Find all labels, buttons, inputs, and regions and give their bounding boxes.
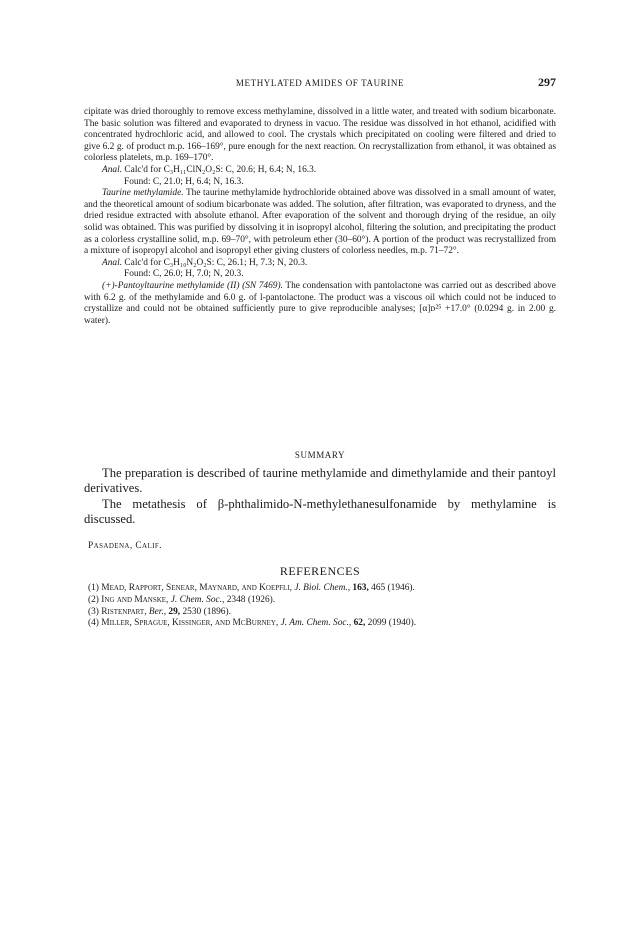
experimental-text (84, 107, 556, 327)
anal-label: Anal. (102, 257, 123, 268)
references-list (88, 583, 558, 630)
summary-paragraph-1: The preparation is described of taurine methylamide and dimethylamide and their pantoyl derivatives. (84, 466, 556, 496)
summary-text (84, 466, 556, 528)
reference-item: (3) Ristenpart, Ber., 29, 2530 (1896). (88, 606, 231, 617)
reference-item: (4) Miller, Sprague, Kissinger, and McBurney, J. Am. Chem. Soc., 62, 2099 (1940). (88, 618, 417, 629)
anal-label: Anal. (102, 164, 123, 175)
reference-item: (2) Ing and Manske, J. Chem. Soc., 2348 (1926). (88, 594, 276, 605)
reference-item: (1) Mead, Rapport, Senear, Maynard, and Koepfli, J. Biol. Chem., 163, 465 (1946). (88, 583, 415, 593)
section-text: The taurine methylamide hydrochloride obtained above was dissolved in a small amount of water, and the theoretical amount of sodium bicarbonate was added. The solution, after filtration, was evaporated to dryness, and the dried residue extracted with absolute ethanol. After evaporation of the solvent and thorough drying of the residue, an oily solid was obtained. This was purified by dissolving it in isopropyl alcohol, filtering the solution, and precipitating the product as a colorless crystalline solid, m.p. 69–70°, with petroleum ether (30–60°). A portion of the product was recrystallized from a mixture of isopropyl alcohol and isopropyl ether giving clusters of colorless needles, m.p. 71–72°. (84, 188, 556, 257)
references-heading: REFERENCES (279, 564, 361, 578)
analysis-found-1: Found: C, 21.0; H, 6.4; N, 16.3. (124, 176, 244, 187)
calcd-value: Calc'd for C₃H₁₀N₂O₂S: C, 26.1; H, 7.3; N, 20.3. (124, 257, 308, 268)
summary-paragraph-2: The metathesis of β-phthalimido-N-methylethanesulfonamide by methylamine is discussed. (84, 496, 556, 527)
paragraph-pantoyltaurine (84, 281, 556, 327)
paragraph-taurine-methylamide (84, 188, 556, 258)
analysis-found-2: Found: C, 26.0; H, 7.0; N, 20.3. (124, 269, 244, 280)
section-title: Taurine methylamide. (102, 188, 184, 199)
calcd-value: Calc'd for C₃H₁₁ClN₂O₂S: C, 20.6; H, 6.4; N, 16.3. (124, 164, 317, 175)
analysis-calculated-2 (84, 258, 556, 270)
summary-heading: SUMMARY (294, 450, 346, 460)
analysis-calculated-1 (84, 165, 556, 177)
location-signature: Pasadena, Calif. (88, 541, 162, 551)
section-text: The condensation with pantolactone was carried out as described above with 6.2 g. of the methylamide and 6.0 g. of l-pantolactone. The product was a viscous oil which could not be induced to crystallize and could not be obtained sufficiently pure to give reproducible analyses; [α]ᴅ²⁵ +17.0° (0.0294 g. in 2.00 g. water). (84, 280, 556, 326)
page-number: 297 (538, 75, 556, 89)
running-title: METHYLATED AMIDES OF TAURINE (235, 78, 405, 88)
section-title: (+)-Pantoyltaurine methylamide (II) (SN 7469). (102, 280, 283, 291)
paragraph-workup: cipitate was dried thoroughly to remove excess methylamine, dissolved in a little water, and treated with sodium bicarbonate. The basic solution was filtered and evaporated to dryness in vacuo. The residue was dissolved in hot ethanol, acidified with concentrated hydrochloric acid, and allowed to cool. The crystals which precipitated on cooling were filtered and dried to give 6.2 g. of product m.p. 166–169°, pure enough for the next reaction. On recrystallization from ethanol, it was obtained as colorless platelets, m.p. 169–170°. (84, 107, 556, 164)
